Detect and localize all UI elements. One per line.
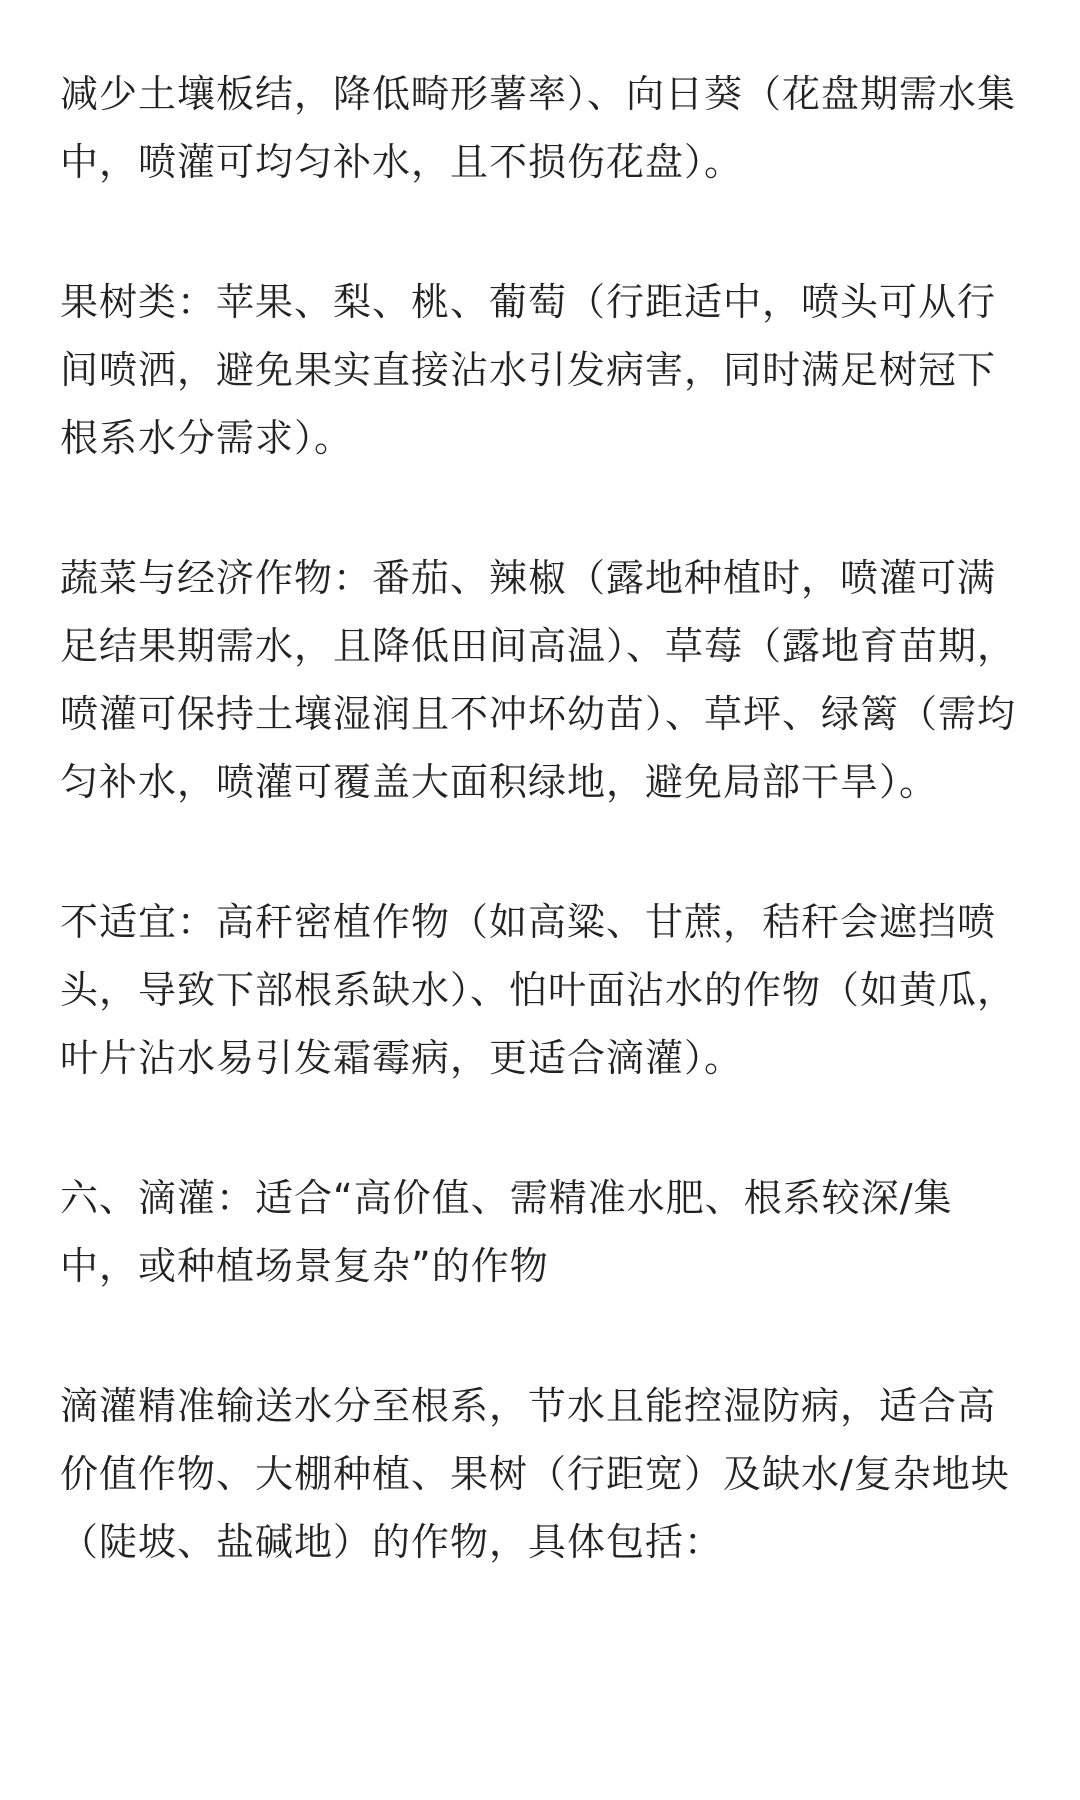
paragraph-drip-irrigation-intro: 滴灌精准输送水分至根系，节水且能控湿防病，适合高价值作物、大棚种植、果树（行距宽）及缺水/复杂地块（陡坡、盐碱地）的作物，具体包括： — [60, 1384, 1010, 1564]
paragraph-fruit-trees: 果树类：苹果、梨、桃、葡萄（行距适中，喷头可从行间喷洒，避免果实直接沾水引发病害，同时满足树冠下根系水分需求）。 — [60, 280, 997, 460]
paragraph-vegetables-cash-crops: 蔬菜与经济作物：番茄、辣椒（露地种植时，喷灌可满足结果期需水，且降低田间高温）、草莓（露地育苗期，喷灌可保持土壤湿润且不冲坏幼苗）、草坪、绿篱（需均匀补水，喷灌可覆盖大面积绿地，避免局部干旱）。 — [60, 556, 1017, 804]
section-heading-drip-irrigation: 六、滴灌：适合“高价值、需精准水肥、根系较深/集中，或种植场景复杂”的作物 — [60, 1176, 953, 1288]
paragraph-unsuitable: 不适宜：高秆密植作物（如高粱、甘蔗，秸秆会遮挡喷头，导致下部根系缺水）、怕叶面沾水的作物（如黄瓜，叶片沾水易引发霜霉病，更适合滴灌）。 — [60, 900, 1017, 1080]
paragraph-potato-sunflower: 减少土壤板结，降低畸形薯率）、向日葵（花盘期需水集中，喷灌可均匀补水，且不损伤花盘）。 — [60, 72, 1017, 184]
